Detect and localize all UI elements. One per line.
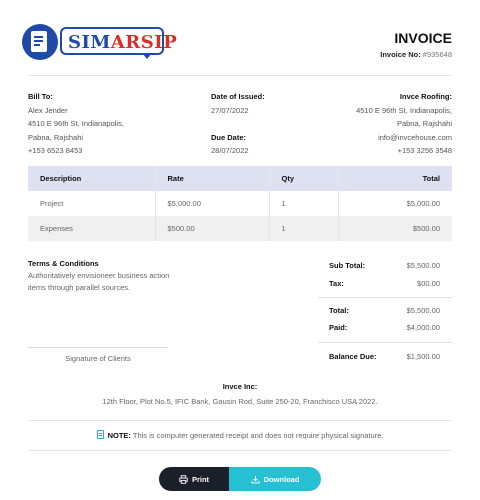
brand-wordmark (60, 27, 178, 55)
company-address: 12th Floor, Plot No.5, IFIC Bank, Gausin Rod, Suite 250-20, Franchisco USA 2022. (102, 397, 378, 406)
table-cell: Project (40, 199, 64, 208)
bill-to-phone: +153 6523 8453 (28, 146, 83, 155)
download-label: Download (263, 474, 300, 484)
column-header: Qty (269, 166, 338, 191)
document-icon (22, 24, 58, 60)
note-label: NOTE: (107, 431, 131, 440)
column-header: Total (338, 166, 452, 191)
column-header: Rate (155, 166, 269, 191)
subtotal-label: Sub Total: (329, 261, 366, 270)
terms-block (28, 258, 188, 294)
table-row (28, 216, 452, 241)
issued-date: 27/07/2022 (211, 105, 249, 115)
terms-text: Authoritatively envisioneer business action items through parallel sources. (28, 271, 170, 292)
company-block (0, 382, 480, 406)
table-cell: 1 (269, 216, 338, 241)
invoice-number (380, 50, 452, 59)
from-email[interactable]: info@invcehouse.com (378, 132, 452, 142)
print-label: Print (191, 474, 210, 484)
due-date: 28/07/2022 (211, 146, 249, 155)
invoice-number-value: #935648 (422, 50, 452, 59)
download-button[interactable] (229, 467, 321, 491)
subtotal-value: $5,500.00 (406, 261, 440, 270)
bill-to-address-2: Pabna, Rajshahi (28, 132, 84, 142)
total-label: Total: (329, 306, 349, 315)
company-name: Invce Inc: (222, 382, 258, 391)
table-cell: $5,000.00 (155, 191, 269, 216)
table-cell: Expenses (28, 216, 155, 241)
table-cell: $500.00 (338, 216, 452, 241)
from-heading: Invce Roofing: (399, 92, 452, 101)
brand-part-2: ARSIP (110, 32, 178, 53)
note-row (0, 430, 480, 440)
table-row (28, 191, 452, 216)
action-buttons (159, 467, 321, 491)
total-value: $5,500.00 (406, 306, 440, 315)
tax-label: Tax: (329, 279, 344, 288)
brand-logo (22, 24, 178, 60)
download-icon (251, 475, 260, 484)
note-document-icon (97, 430, 104, 439)
table-header-row (28, 166, 452, 191)
signature-line (28, 347, 168, 348)
bill-to-address-1: 4510 E 96th St, Indianapolis, (28, 119, 124, 128)
signature-label: Signature of Clients (65, 354, 131, 363)
column-header: Description (28, 166, 155, 191)
from-phone: +153 3256 3548 (397, 146, 452, 155)
from-address-2: Pabna, Rajshahi (396, 119, 452, 128)
invoice-number-label: Invoice No: (380, 50, 421, 59)
table-cell: $500.00 (155, 216, 269, 241)
from-block (356, 90, 452, 158)
divider (28, 75, 452, 76)
brand-part-1: SIM (68, 32, 111, 53)
dates-block (211, 90, 265, 158)
printer-icon (179, 475, 188, 484)
divider (28, 420, 452, 421)
due-label: Due Date: (211, 132, 247, 142)
note-text: This is computer generated receipt and does not require physical signature. (132, 431, 384, 440)
totals-divider (318, 297, 452, 298)
bill-to-block (28, 90, 124, 158)
table-cell: $5,000.00 (338, 191, 452, 216)
print-button[interactable] (159, 467, 229, 491)
terms-heading: Terms & Conditions (28, 259, 99, 268)
bill-to-heading: Bill To: (28, 92, 53, 101)
paid-value: $4,000.00 (406, 323, 440, 332)
issued-label: Date of Issued: (211, 92, 265, 101)
divider (28, 450, 452, 451)
bill-to-name: Alex Jender (28, 105, 68, 115)
table-cell: 1 (269, 191, 338, 216)
items-table (28, 166, 452, 241)
tax-value: $00.00 (417, 279, 440, 288)
totals-divider (318, 342, 452, 343)
balance-label: Balance Due: (329, 352, 377, 361)
balance-value: $1,500.00 (406, 352, 440, 361)
paid-label: Paid: (329, 323, 348, 332)
invoice-title: INVOICE (394, 30, 452, 46)
from-address-1: 4510 E 96th St, Indianapolis, (356, 105, 452, 115)
